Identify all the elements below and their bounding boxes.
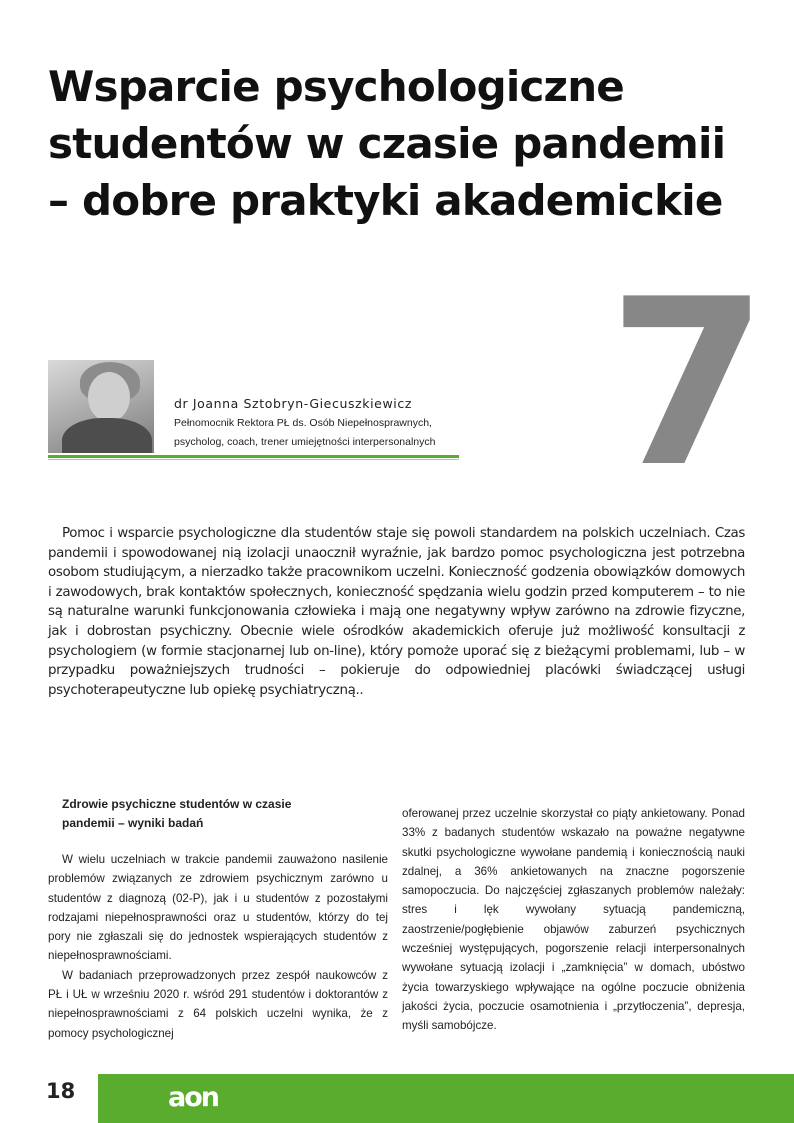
- author-photo: [48, 360, 154, 453]
- left-column: [48, 795, 388, 1043]
- author-role: [174, 414, 474, 452]
- author-role-line2: psycholog, coach, trener umiejętności interpersonalnych: [174, 436, 436, 448]
- photo-face: [88, 372, 130, 422]
- body-paragraph-1: W wielu uczelniach w trakcie pandemii zauważono nasilenie problemów związanych ze zdrowiem psychicznym zarówno u studentów z diagnozą (02-P), jak i u studentów z pozostałymi rodzajami niepełnosprawności oraz u studentów, którzy do tej pory nie zgłaszali się do jednostek wspierających studentów z niepełnosprawnościami.: [48, 853, 388, 963]
- author-divider-thin: [48, 459, 459, 460]
- right-column: [402, 804, 745, 1036]
- chapter-number: 7: [608, 251, 769, 518]
- aon-logo: aon: [168, 1082, 218, 1113]
- section-heading: [62, 795, 388, 833]
- author-name: dr Joanna Sztobryn-Giecuszkiewicz: [174, 396, 412, 411]
- author-role-line1: Pełnomocnik Rektora PŁ ds. Osób Niepełnosprawnych,: [174, 417, 432, 429]
- body-paragraph-2: W badaniach przeprowadzonych przez zespół naukowców z PŁ i UŁ w wrześniu 2020 r. wśród 291 studentów i doktorantów z niepełnosprawnościami z 64 polskich uczelni wynika, że z pomocy psychologicznej: [48, 968, 388, 1040]
- section-heading-line1: Zdrowie psychiczne studentów w czasie: [62, 797, 292, 811]
- page-number: 18: [46, 1079, 76, 1103]
- section-heading-line2: pandemii – wyniki badań: [62, 816, 204, 830]
- footer-bar: [98, 1074, 794, 1123]
- article-title: Wsparcie psychologiczne studentów w czasie pandemii – dobre praktyki akademickie: [48, 62, 726, 225]
- photo-shoulders: [62, 418, 152, 453]
- author-divider: [48, 455, 459, 458]
- lead-paragraph: Pomoc i wsparcie psychologiczne dla studentów staje się powoli standardem na polskich uczelniach. Czas pandemii i spowodowanej nią izolacji unaocznił wyraźnie, jak bardzo pomoc psychologiczna jest potrzebna osobom studiującym, a nierzadko także pracownikom uczelni. Konieczność godzenia obowiązków domowych i zawodowych, brak kontaktów społecznych, konieczność spędzania wielu godzin przed komputerem – to nie są naturalne warunki funkcjonowania człowieka i mają one negatywny wpływ zarówno na zdrowie fizyczne, jak i dobrostan psychiczny. Obecnie wiele ośrodków akademickich oferuje już możliwość konsultacji z psychologiem (w formie stacjonarnej lub on-line), który pomoże uporać się z bieżącymi problemami, lub – w przypadku poważniejszych trudności – pokieruje do odpowiedniej placówki świadczącej usługi psychoterapeutyczne lub opiekę psychiatryczną..: [48, 526, 745, 698]
- body-paragraph-3: oferowanej przez uczelnie skorzystał co piąty ankietowany. Ponad 33% z badanych studentów wskazało na poważne negatywne skutki psychologiczne wywołane pandemią i koniecznością nauki zdalnej, a 36% ankietowanych na znaczne pogorszenie samopoczucia. Do najczęściej zgłaszanych problemów należały: stres i lęk wywołany sytuacją pandemiczną, zaostrzenie/pogłębienie objawów zaburzeń psychicznych wcześniej występujących, pogorszenie relacji interpersonalnych wywołane sytuacją izolacji i „zamknięcia” w domach, ubóstwo życia towarzyskiego wpływające na ogólne poczucie obniżenia jakości życia, poczucie osamotnienia i „przytłoczenia”, depresja, myśli samobójcze.: [402, 807, 745, 1033]
